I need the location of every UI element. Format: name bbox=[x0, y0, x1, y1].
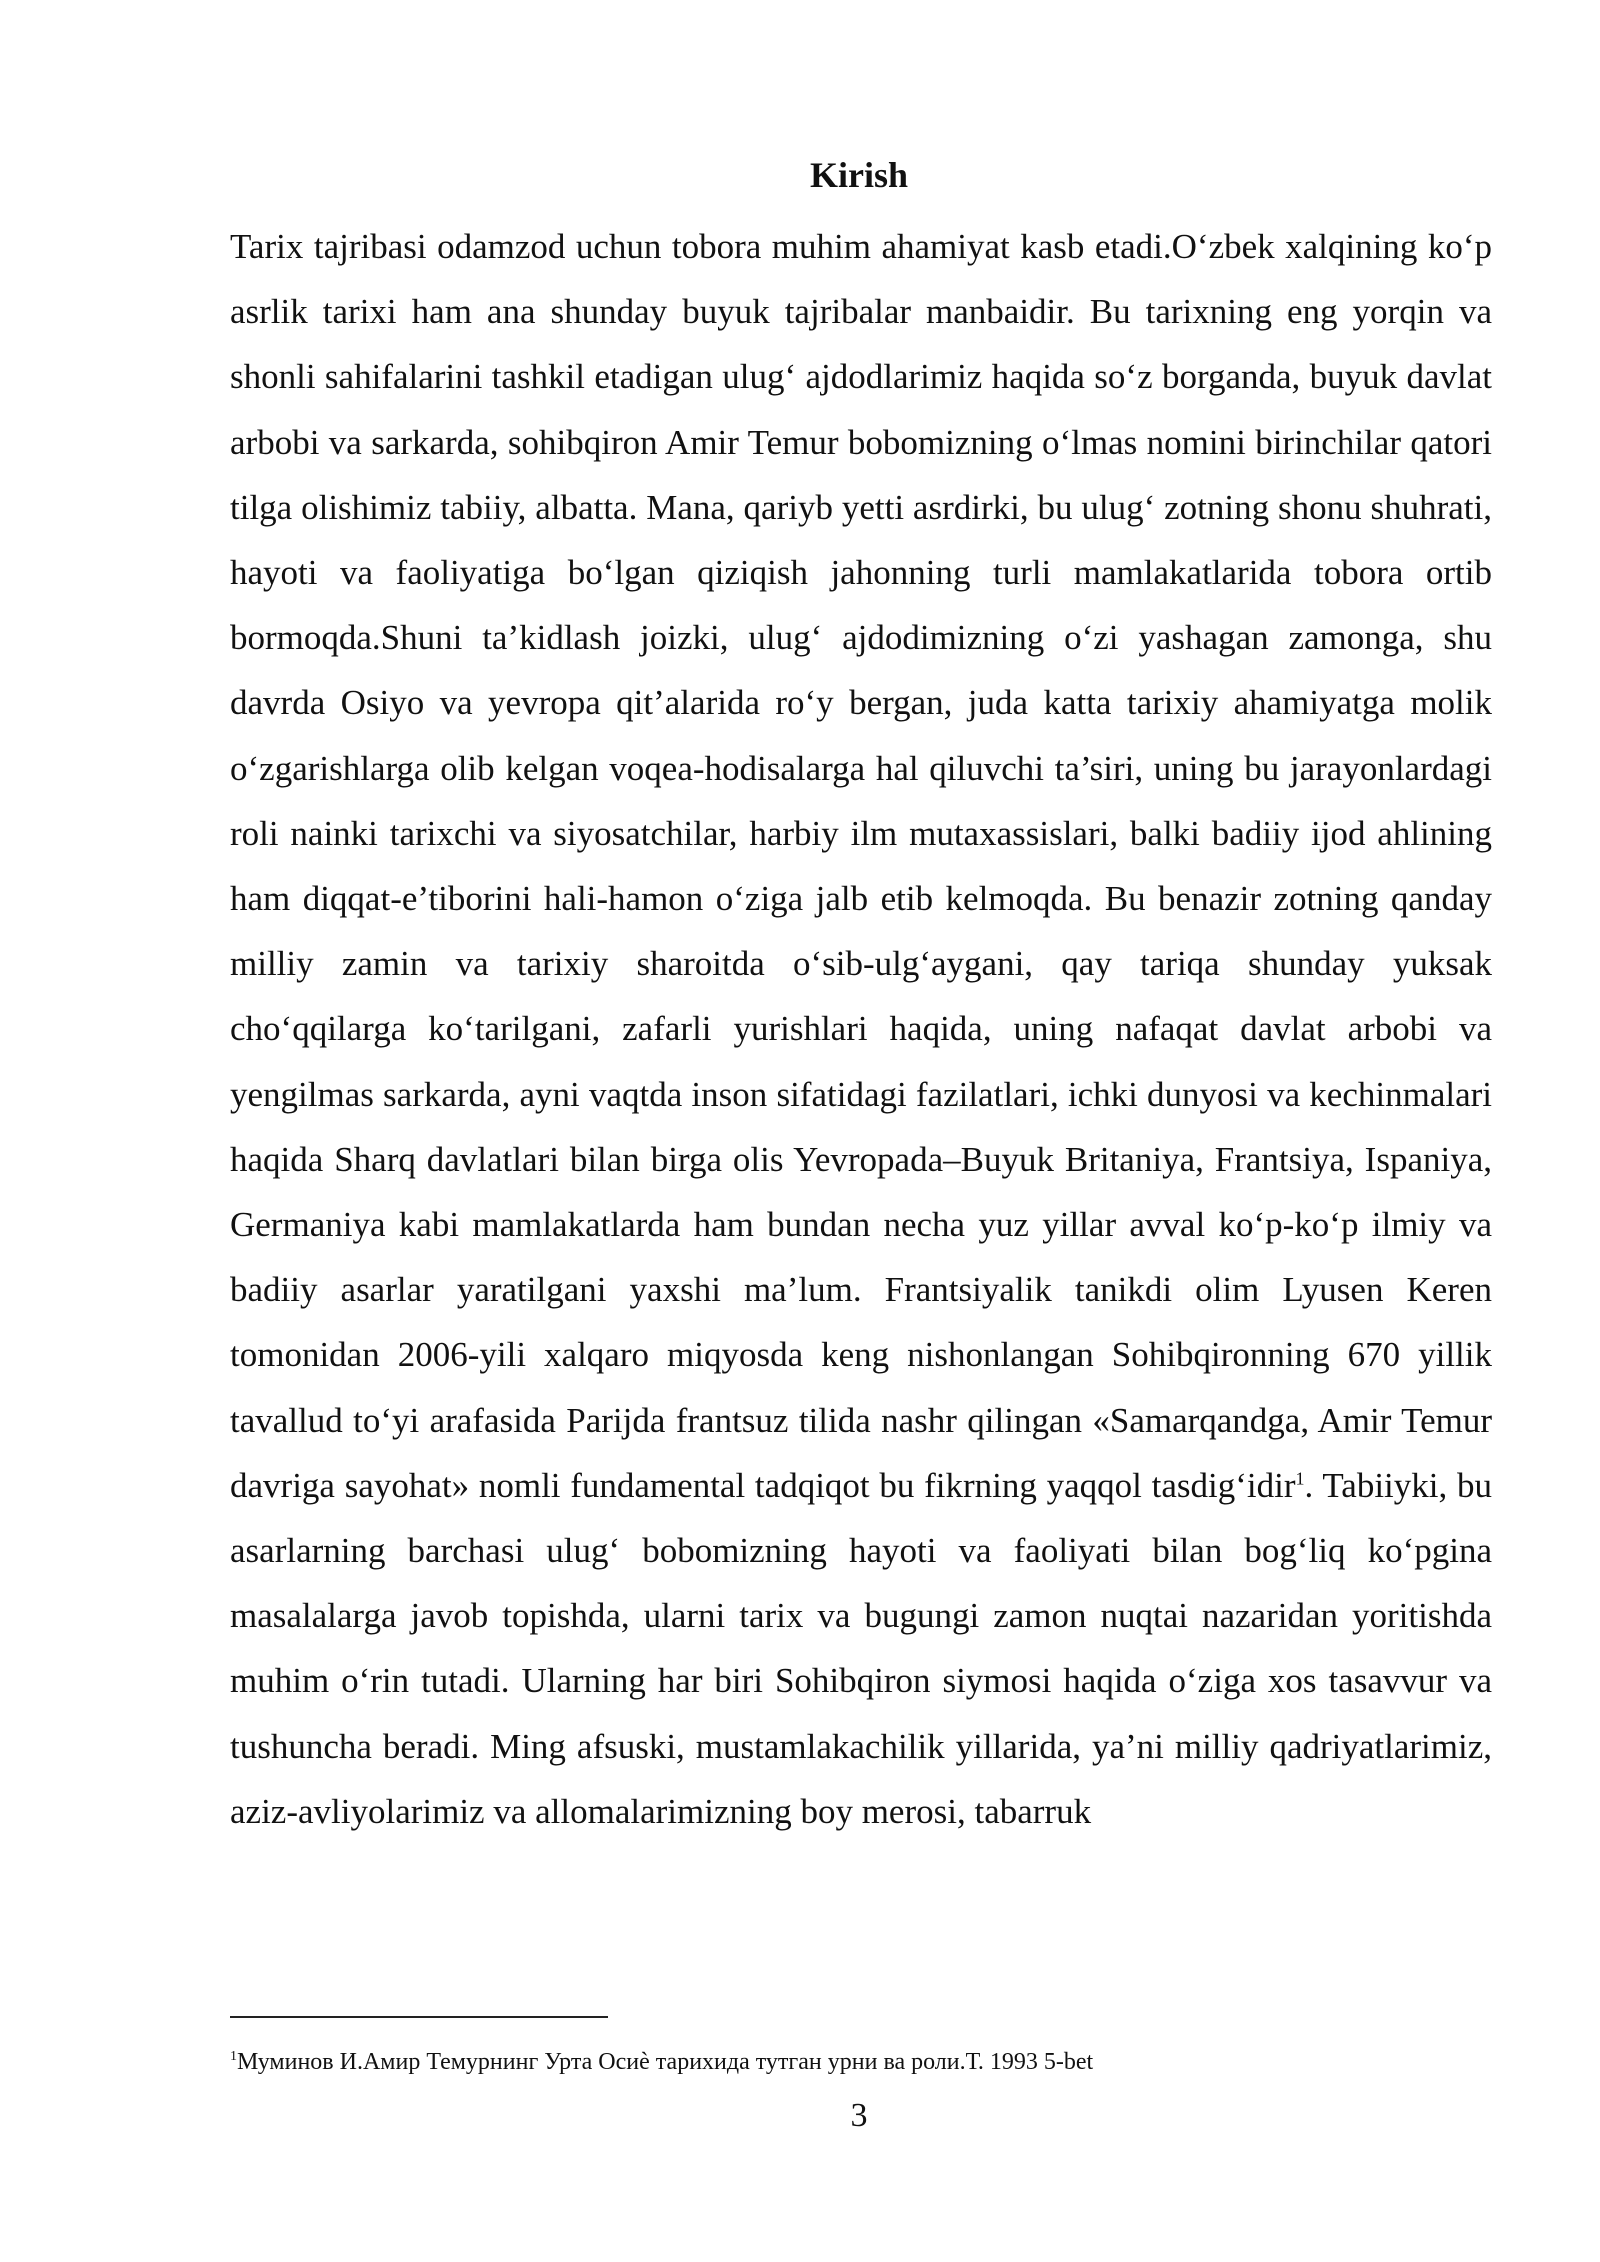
body-text-part-2: . Tabiiyki, bu asarlarning barchasi ulug‘ bobomizning hayoti va faoliyati bilan bog‘liq ko‘pgina masalalarga javob topishda, ularni tarix va bugungi zamon nuqtai nazaridan yoritishda muhim o‘rin tutadi. Ularning har biri Sohibqiron siymosi haqida o‘ziga xos tasavvur va tushuncha beradi. Ming afsuski, mustamlakachilik yillarida, ya’ni milliy qadriyatlarimiz, aziz-avliyolarimiz va allomalarimizning boy merosi, tabarruk bbox=[230, 1465, 1492, 1831]
footnote-marker: 1 bbox=[230, 2049, 237, 2064]
footnote bbox=[230, 2046, 1492, 2078]
footnote-reference[interactable]: 1 bbox=[1295, 1468, 1305, 1489]
page-number: 3 bbox=[850, 2097, 868, 2134]
footnote-separator bbox=[230, 2016, 608, 2018]
footnote-text: Муминов И.Амир Темурнинг Урта Осиѐ тарихида тутган урни ва роли.Т. 1993 5-bet bbox=[237, 2049, 1094, 2075]
body-text-part-1: Tarix tajribasi odamzod uchun tobora muhim ahamiyat kasb etadi.O‘zbek xalqining ko‘p asrlik tarixi ham ana shunday buyuk tajribalar manbaidir. Bu tarixning eng yorqin va shonli sahifalarini tashkil etadigan ulug‘ ajdodlarimiz haqida so‘z borganda, buyuk davlat arbobi va sarkarda, sohibqiron Amir Temur bobomizning o‘lmas nomini birinchilar qatori tilga olishimiz tabiiy, albatta. Mana, qariyb yetti asrdirki, bu ulug‘ zotning shonu shuhrati, hayoti va faoliyatiga bo‘lgan qiziqish jahonning turli mamlakatlarida tobora ortib bormoqda.Shuni ta’kidlash joizki, ulug‘ ajdodimizning o‘zi yashagan zamonga, shu davrda Osiyo va yevropa qit’alarida ro‘y bergan, juda katta tarixiy ahamiyatga molik o‘zgarishlarga olib kelgan voqea-hodisalarga hal qiluvchi ta’siri, uning bu jarayonlardagi roli nainki tarixchi va siyosatchilar, harbiy ilm mutaxassislari, balki badiiy ijod ahlining ham diqqat-e’tiborini hali-hamon o‘ziga jalb etib kelmoqda. Bu benazir zotning qanday milliy zamin va tarixiy sharoitda o‘sib-ulg‘aygani, qay tariqa shunday yuksak cho‘qqilarga ko‘tarilgani, zafarli yurishlari haqida, uning nafaqat davlat arbobi va yengilmas sarkarda, ayni vaqtda inson sifatidagi fazilatlari, ichki dunyosi va kechinmalari haqida Sharq davlatlari bilan birga olis Yevropada–Buyuk Britaniya, Frantsiya, Ispaniya, Germaniya kabi mamlakatlarda ham bundan necha yuz yillar avval ko‘p-ko‘p ilmiy va badiiy asarlar yaratilgani yaxshi ma’lum. Frantsiyalik tanikdi olim Lyusen Keren tomonidan 2006-yili xalqaro miqyosda keng nishonlangan Sohibqironning 670 yillik tavallud to‘yi arafasida Parijda frantsuz tilida nashr qilingan «Samarqandga, Amir Temur davriga sayohat» nomli fundamental tadqiqot bu fikrning yaqqol tasdig‘idir bbox=[230, 227, 1492, 1505]
section-title: Kirish bbox=[809, 155, 908, 195]
body-paragraph bbox=[230, 214, 1492, 1844]
